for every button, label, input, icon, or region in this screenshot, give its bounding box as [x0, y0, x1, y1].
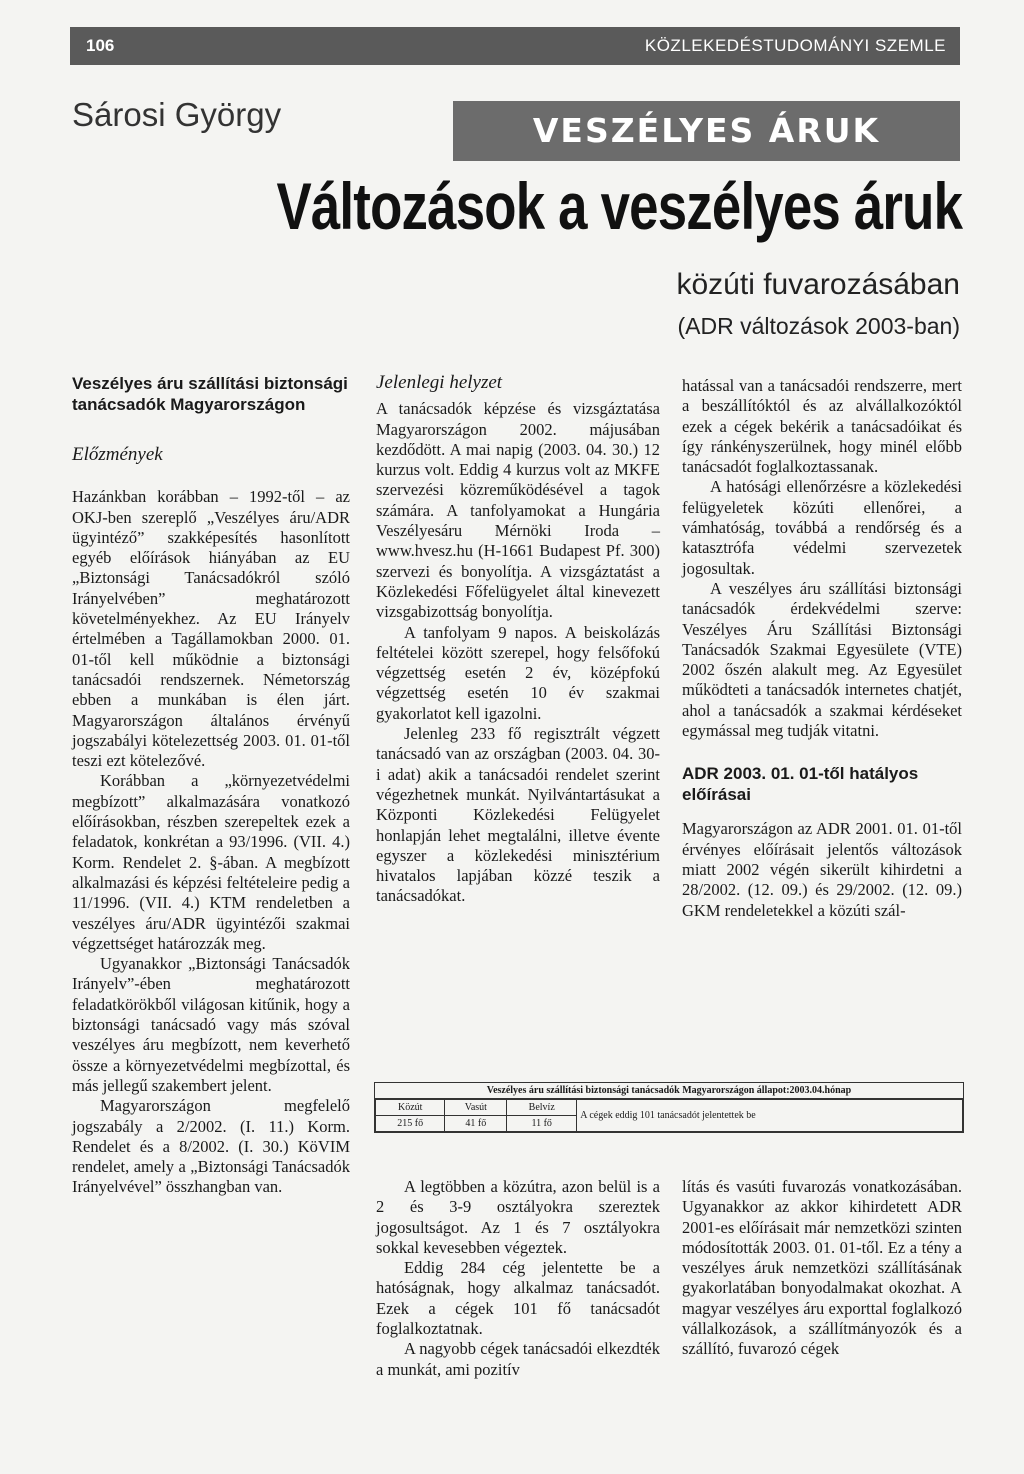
- table-note: A cégek eddig 101 tanácsadót jelentettek be: [577, 1100, 963, 1132]
- col2-paragraph: Jelenleg 233 fő regisztrált végzett tanácsadó van az országban (2003. 04. 30-i adat) akik a tanácsadói rendelet szerint végezhetnek munkát. Nyilvántartásukat a Központi Közlekedési Felügyelet honlapján lehet megtalálni, illetve évente egyszer a közlekedési minisztérium hivatalos lapjában közzé teszik a tanácsadókat.: [376, 724, 660, 906]
- col2-paragraph: A nagyobb cégek tanácsadói elkezdték a munkát, ami pozitív: [376, 1339, 660, 1379]
- column-3-top: [682, 376, 962, 921]
- article-title: Változások a veszélyes áruk: [276, 169, 962, 243]
- column-3-bottom: [682, 1177, 962, 1360]
- table-value-cell: 11 fő: [507, 1116, 577, 1132]
- col1-paragraph: Korábban a „környezetvédelmi megbízott” alkalmazására vonatkozó előírásokban, részben szerepeltek ezek a feladatok, konkrétan a 93/1996. (VII. 4.) Korm. Rendelet 2. §-ában. A megbízott alkalmazási és képzési feltételeire pedig a 11/1996. (VII. 4.) KTM rendeletben a veszélyes áru/ADR ügyintézői szakmai végzettséget határozzák meg.: [72, 771, 350, 953]
- table-header-cell: Belvíz: [507, 1100, 577, 1116]
- col1-paragraph: Magyarországon megfelelő jogszabály a 2/2002. (I. 11.) Korm. Rendelet és a 8/2002. (I. 30.) KöVIM rendelet, amely a „Biztonsági Tanácsadók Irányelvével” összhangban van.: [72, 1096, 350, 1197]
- column-2-bottom: [376, 1177, 660, 1380]
- col2-paragraph: Eddig 284 cég jelentette be a hatóságnak, hogy alkalmaz tanácsadót. Ezek a cégek 101 fő tanácsadót foglalkoztatnak.: [376, 1258, 660, 1339]
- author-name: Sárosi György: [72, 96, 282, 133]
- col2-paragraph: A tanfolyam 9 napos. A beiskolázás feltételei között szerepel, hogy felsőfokú végzettség esetén 2 év, középfokú végzettség esetén 10 év szakmai gyakorlatot kell igazolni.: [376, 622, 660, 723]
- col2-paragraph: A legtöbben a közútra, azon belül is a 2 és 3-9 osztályokra szereztek jogosultságot. Az 1 és 7 osztályokra sokkal kevesebben végeztek.: [376, 1177, 660, 1257]
- table-value-cell: 215 fő: [376, 1116, 445, 1132]
- col3-paragraph: A hatósági ellenőrzésre a közlekedési felügyeletek közúti ellenőrei, a vámhatóság, továbbá a rendőrség és a katasztrófa védelmi szervezetek jogosultak.: [682, 477, 962, 578]
- column-1: [72, 373, 350, 1198]
- col3-paragraph: A veszélyes áru szállítási biztonsági tanácsadók érdekvédelmi szerve: Veszélyes Áru Szállítási Biztonsági Tanácsadók Szakmai Egyesülete (VTE) 2002 őszén alakult meg. Az Egyesület működteti a tanácsadók internetes chatjét, ahol a tanácsadók a szakmai kérdéseket egymással meg tudják vitatni.: [682, 578, 962, 741]
- col3-heading: ADR 2003. 01. 01-től hatályos előírásai: [682, 764, 919, 805]
- article-subtitle-note: (ADR változások 2003-ban): [677, 313, 960, 339]
- col2-paragraph: A tanácsadók képzése és vizsgáztatása Magyarországon 2002. májusában kezdődött. A mai napig (2003. 04. 30.) 12 kurzus volt. Eddig 4 kurzus volt az MKFE szervezési közreműködésével a tagok számára. A tanfolyamokat a Hungária Veszélyesáru Mérnöki Iroda – www.hvesz.hu (H-1661 Budapest Pf. 300) szervezi és bonyolítja. A vizsgáztatást a Közlekedési Főfelügyelet által kinevezett vizsgabizottság bonyolítja.: [376, 399, 660, 622]
- table-header-cell: Vasút: [445, 1100, 507, 1116]
- col1-subheading: Előzmények: [72, 444, 163, 465]
- col1-paragraph: Hazánkban korábban – 1992-től – az OKJ-ben szereplő „Veszélyes áru/ADR ügyintéző” szakképesítés hasonlított egyéb előírások hiányában az EU „Biztonsági Tanácsadókról szóló Irányelvében” meghatározott követelményekhez. Az EU Irányelv értelmében a Tagállamokban 2000. 01. 01-től kell működnie a biztonsági tanácsadói rendszernek. Németország ebben a munkában is élen járt. Magyarországon általános érvényű jogszabályi kötelezettség 2003. 01. 01-től teszi ezt kötelezővé.: [72, 487, 350, 771]
- advisors-table: [374, 1082, 964, 1133]
- col3-paragraph: lítás és vasúti fuvarozás vonatkozásában. Ugyanakkor az akkor kihirdetett ADR 2001-es előírásait már nemzetközi szinten módosították 2003. 01. 01-től. Ez a tény a veszélyes áruk nemzetközi szállításának gyakorlatában bonyodalmakat okozhat. A magyar veszélyes áru exporttal foglalkozó vállalkozások, a szállítmányozók és a szállító, fuvarozó cégek: [682, 1177, 962, 1359]
- table-header-cell: Közút: [376, 1100, 445, 1116]
- article-subtitle: közúti fuvarozásában: [676, 268, 960, 301]
- col3-paragraph: Magyarországon az ADR 2001. 01. 01-től érvényes előírásait jelentős változások miatt 2002 végén sikerült kihirdetni a 28/2002. (12. 09.) és 29/2002. (12. 09.) GKM rendeletekkel a közúti szál-: [682, 819, 962, 920]
- col3-paragraph: hatással van a tanácsadói rendszerre, mert a beszállítóktól és az alvállalkozóktól ezek a cégek bekérik a tanácsadóikat és így ránkényszerülnek, hogy minél előbb tanácsadót foglalkoztassanak.: [682, 376, 962, 477]
- page-header-bar: [70, 27, 960, 65]
- section-label: VESZÉLYES ÁRUK: [453, 101, 960, 161]
- table-value-cell: 41 fő: [445, 1116, 507, 1132]
- col1-paragraph: Ugyanakkor „Biztonsági Tanácsadók Irányelv”-ében meghatározott feladatkörökből világosan kitűnik, hogy a biztonsági tanácsadó vagy más szóval veszélyes áru megbízott, nem keverhető össze a környezetvédelmi megbízottal, és más jellegű szakembert jelent.: [72, 954, 350, 1095]
- column-2-top: [376, 373, 660, 907]
- col2-subheading: Jelenlegi helyzet: [376, 372, 503, 393]
- table-caption: Veszélyes áru szállítási biztonsági tanácsadók Magyarországon állapot:2003.04.hónap: [375, 1083, 963, 1099]
- page-number: 106: [86, 36, 115, 55]
- journal-title: KÖZLEKEDÉSTUDOMÁNYI SZEMLE: [644, 36, 946, 55]
- col1-heading: Veszélyes áru szállítási biztonsági tanácsadók Magyarországon: [72, 374, 348, 414]
